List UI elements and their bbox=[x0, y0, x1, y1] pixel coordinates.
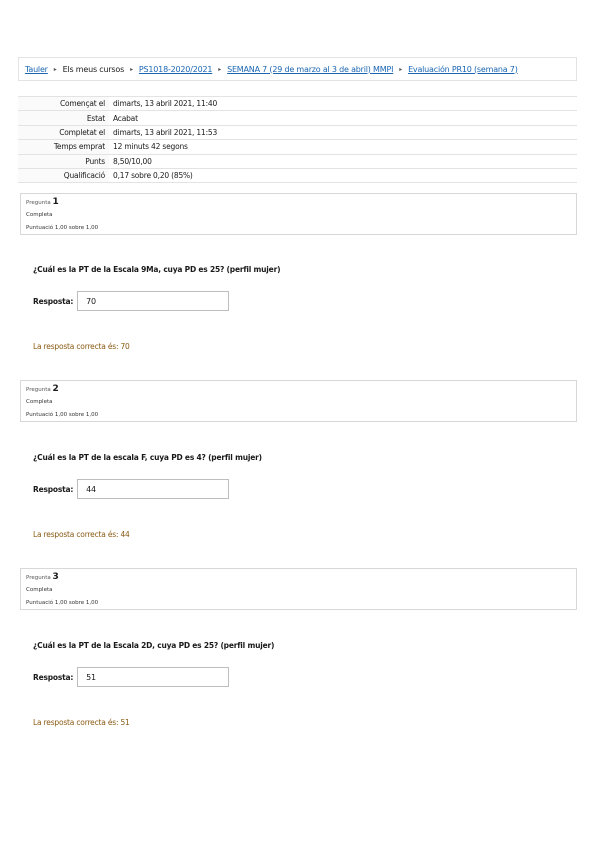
question-text-3: ¿Cuál es la PT de la Escala 2D, cuya PD es 25? (perfil mujer) bbox=[33, 641, 275, 650]
question-text-1: ¿Cuál es la PT de la Escala 9Ma, cuya PD es 25? (perfil mujer) bbox=[33, 265, 281, 274]
summary-value: 8,50/10,00 bbox=[109, 154, 577, 168]
answer-label: Resposta: bbox=[33, 672, 74, 682]
question-info-1 bbox=[20, 193, 577, 235]
summary-row-started bbox=[18, 97, 577, 111]
summary-key: Estat bbox=[18, 111, 109, 125]
summary-key: Completat el bbox=[18, 125, 109, 139]
summary-row-completed bbox=[18, 125, 577, 139]
breadcrumb-separator: ▸ bbox=[218, 65, 222, 73]
answer-field-3[interactable]: 51 bbox=[77, 667, 229, 687]
summary-key: Punts bbox=[18, 154, 109, 168]
question-score: Puntuació 1,00 sobre 1,00 bbox=[26, 412, 99, 418]
breadcrumb-item-my-courses[interactable]: Els meus cursos bbox=[62, 64, 125, 74]
summary-key: Temps emprat bbox=[18, 140, 109, 154]
summary-value: dimarts, 13 abril 2021, 11:40 bbox=[109, 97, 577, 111]
breadcrumb-item-tauler[interactable]: Tauler bbox=[25, 64, 48, 74]
question-number: 2 bbox=[52, 384, 59, 394]
breadcrumb-item-week[interactable]: SEMANA 7 (29 de marzo al 3 de abril) MMPI bbox=[227, 64, 394, 74]
answer-row-1 bbox=[33, 291, 229, 311]
question-prefix: Pregunta bbox=[26, 575, 51, 581]
question-info-3 bbox=[20, 568, 577, 610]
answer-field-1[interactable]: 70 bbox=[77, 291, 229, 311]
question-score: Puntuació 1,00 sobre 1,00 bbox=[26, 600, 99, 606]
breadcrumb-separator: ▸ bbox=[399, 65, 403, 73]
summary-row-grade bbox=[18, 168, 577, 182]
summary-value: Acabat bbox=[109, 111, 577, 125]
question-info-2 bbox=[20, 380, 577, 422]
answer-row-3 bbox=[33, 667, 229, 687]
question-score: Puntuació 1,00 sobre 1,00 bbox=[26, 225, 99, 231]
summary-value: 12 minuts 42 segons bbox=[109, 140, 577, 154]
question-text-2: ¿Cuál es la PT de la escala F, cuya PD es 4? (perfil mujer) bbox=[33, 453, 262, 462]
breadcrumb-item-quiz[interactable]: Evaluación PR10 (semana 7) bbox=[408, 64, 518, 74]
answer-field-2[interactable]: 44 bbox=[77, 479, 229, 499]
summary-key: Començat el bbox=[18, 97, 109, 111]
correct-answer-feedback-2: La resposta correcta és: 44 bbox=[33, 530, 130, 539]
summary-value: 0,17 sobre 0,20 (85%) bbox=[109, 168, 577, 182]
question-number: 3 bbox=[52, 572, 59, 582]
breadcrumb-separator: ▸ bbox=[130, 65, 133, 73]
question-number: 1 bbox=[52, 197, 59, 207]
summary-row-state bbox=[18, 111, 577, 125]
correct-answer-feedback-3: La resposta correcta és: 51 bbox=[33, 718, 130, 727]
breadcrumb-item-course[interactable]: PS1018-2020/2021 bbox=[138, 64, 213, 74]
question-state: Completa bbox=[26, 587, 53, 593]
question-prefix: Pregunta bbox=[26, 200, 51, 206]
answer-row-2 bbox=[33, 479, 229, 499]
question-state: Completa bbox=[26, 399, 53, 405]
correct-answer-feedback-1: La resposta correcta és: 70 bbox=[33, 342, 130, 351]
summary-key: Qualificació bbox=[18, 168, 109, 182]
summary-row-marks bbox=[18, 154, 577, 168]
answer-label: Resposta: bbox=[33, 296, 74, 306]
summary-row-time-taken bbox=[18, 140, 577, 154]
summary-value: dimarts, 13 abril 2021, 11:53 bbox=[109, 125, 577, 139]
breadcrumb-separator: ▸ bbox=[53, 65, 57, 73]
breadcrumb bbox=[18, 57, 577, 81]
question-prefix: Pregunta bbox=[26, 387, 51, 393]
attempt-summary-table bbox=[18, 96, 577, 183]
answer-label: Resposta: bbox=[33, 484, 74, 494]
question-state: Completa bbox=[26, 212, 53, 218]
